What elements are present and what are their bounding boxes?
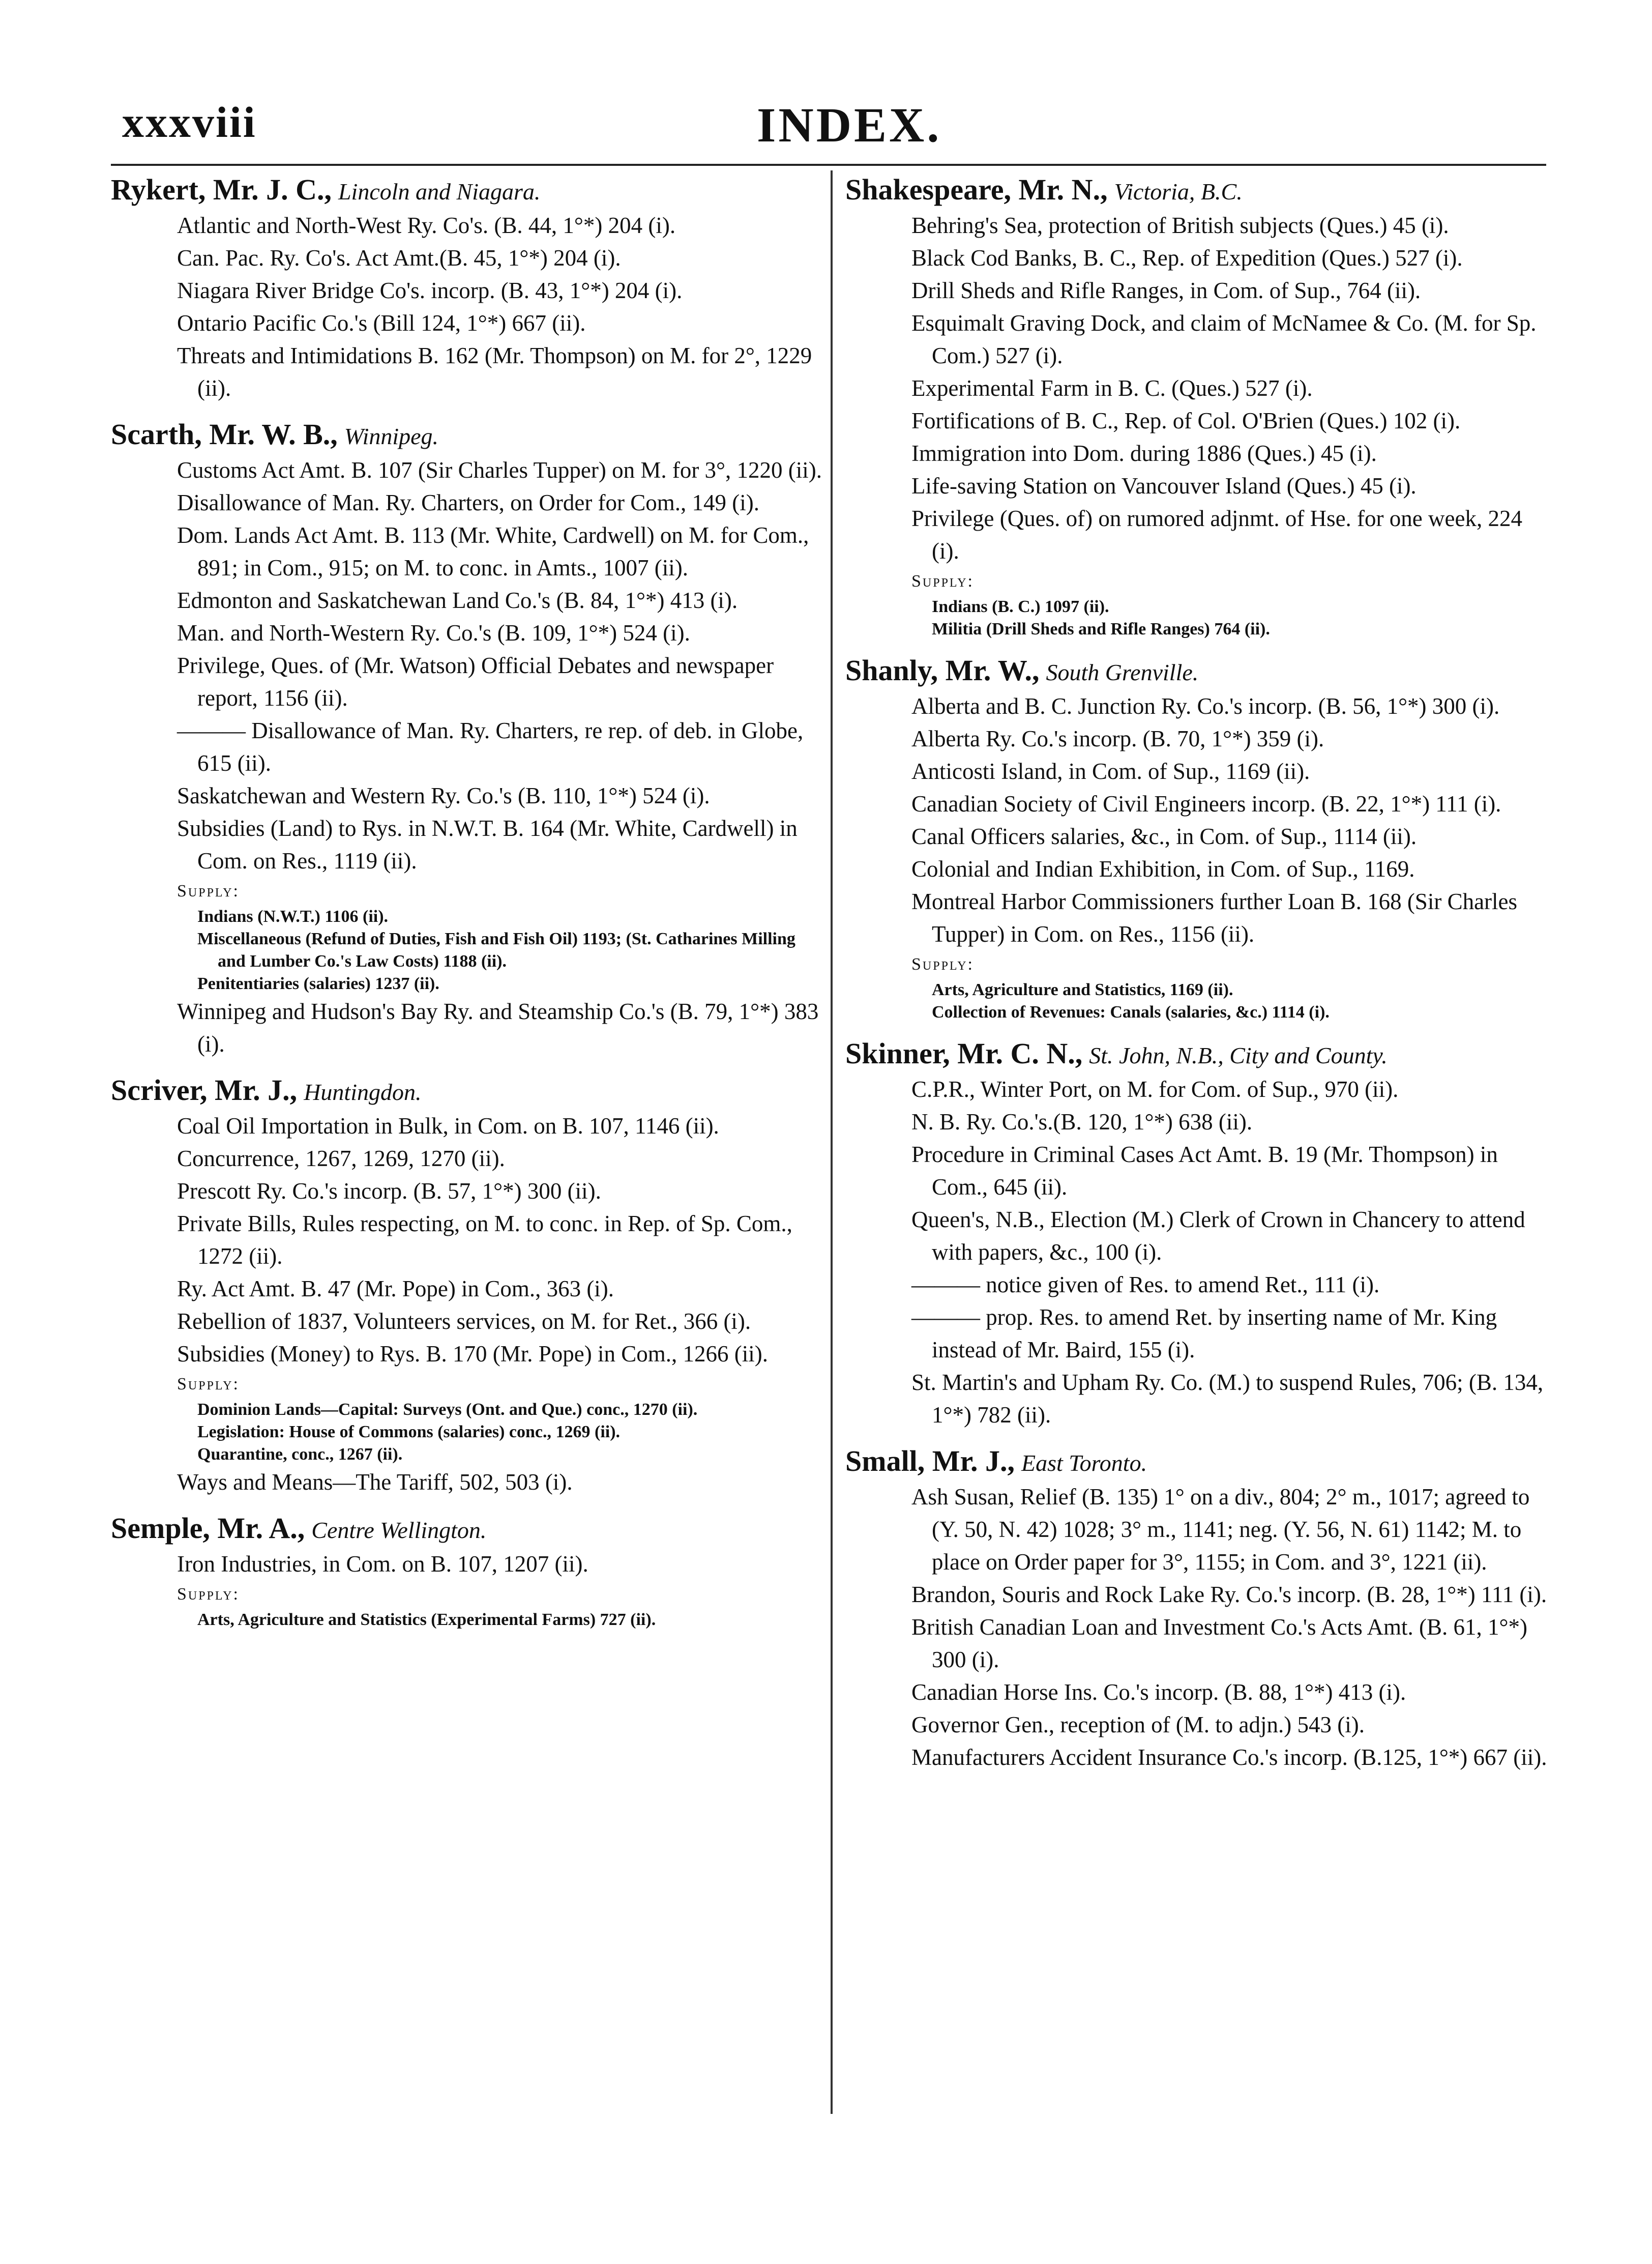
page-number: xxxviii <box>122 98 257 147</box>
index-item: British Canadian Loan and Investment Co.'s Acts Amt. (B. 61, 1°*) 300 (i). <box>911 1614 1527 1672</box>
index-item: Montreal Harbor Commissioners further Loan B. 168 (Sir Charles Tupper) in Com. on Res., 1156 (ii). <box>911 889 1518 947</box>
supply-item: Indians (B. C.) 1097 (ii). <box>932 597 1109 616</box>
supply-label: Supply: <box>177 1585 240 1604</box>
left-column <box>111 174 823 1645</box>
index-item: Saskatchewan and Western Ry. Co.'s (B. 110, 1°*) 524 (i). <box>177 783 710 808</box>
member-name: Scarth, Mr. W. B., <box>111 418 338 451</box>
supply-item: Penitentiaries (salaries) 1237 (ii). <box>197 974 439 993</box>
index-item: Privilege (Ques. of) on rumored adjnmt. of Hse. for one week, 224 (i). <box>911 506 1522 564</box>
member-name: Shanly, Mr. W., <box>845 654 1040 687</box>
member-name: Shakespeare, Mr. N., <box>845 173 1108 206</box>
index-entry <box>111 419 823 1060</box>
index-entry <box>111 174 823 404</box>
index-item: Threats and Intimidations B. 162 (Mr. Thompson) on M. for 2°, 1229 (ii). <box>177 343 812 401</box>
index-item: Customs Act Amt. B. 107 (Sir Charles Tupper) on M. for 3°, 1220 (ii). <box>177 457 822 483</box>
member-heading <box>845 655 1551 688</box>
index-item: Alberta and B. C. Junction Ry. Co.'s incorp. (B. 56, 1°*) 300 (i). <box>911 693 1500 719</box>
member-heading <box>111 174 823 208</box>
index-entry <box>111 1075 823 1498</box>
index-item: Iron Industries, in Com. on B. 107, 1207 (ii). <box>177 1551 588 1577</box>
index-item: Ry. Act Amt. B. 47 (Mr. Pope) in Com., 363 (i). <box>177 1276 614 1301</box>
supply-item: Legislation: House of Commons (salaries) conc., 1269 (ii). <box>197 1423 621 1441</box>
index-item: Disallowance of Man. Ry. Charters, on Order for Com., 149 (i). <box>177 490 760 515</box>
supply-label: Supply: <box>177 1375 240 1394</box>
index-item: Life-saving Station on Vancouver Island (Ques.) 45 (i). <box>911 473 1417 499</box>
member-heading <box>845 1445 1551 1479</box>
supply-item: Quarantine, conc., 1267 (ii). <box>197 1445 403 1464</box>
supply-item: Arts, Agriculture and Statistics, 1169 (ii). <box>932 980 1233 999</box>
index-item: Ways and Means—The Tariff, 502, 503 (i). <box>177 1469 573 1495</box>
member-name: Semple, Mr. A., <box>111 1512 305 1545</box>
index-item: Atlantic and North-West Ry. Co's. (B. 44, 1°*) 204 (i). <box>177 213 676 238</box>
index-item: Private Bills, Rules respecting, on M. to conc. in Rep. of Sp. Com., 1272 (ii). <box>177 1211 792 1269</box>
index-entry <box>111 1513 823 1631</box>
supply-label: Supply: <box>911 572 974 591</box>
supply-label: Supply: <box>911 955 974 974</box>
index-item: Winnipeg and Hudson's Bay Ry. and Steamship Co.'s (B. 79, 1°*) 383 (i). <box>177 999 819 1057</box>
column-divider <box>831 170 833 2114</box>
header-rule <box>111 164 1546 166</box>
supply-item: Indians (N.W.T.) 1106 (ii). <box>197 907 389 926</box>
supply-item: Collection of Revenues: Canals (salaries, &c.) 1114 (i). <box>932 1003 1330 1022</box>
index-entry <box>845 1038 1551 1431</box>
index-item: Prescott Ry. Co.'s incorp. (B. 57, 1°*) 300 (ii). <box>177 1178 601 1204</box>
index-item: N. B. Ry. Co.'s.(B. 120, 1°*) 638 (ii). <box>911 1109 1253 1135</box>
member-name: Skinner, Mr. C. N., <box>845 1037 1083 1070</box>
index-item: Procedure in Criminal Cases Act Amt. B. 19 (Mr. Thompson) in Com., 645 (ii). <box>911 1142 1498 1200</box>
index-item: Black Cod Banks, B. C., Rep. of Expedition (Ques.) 527 (i). <box>911 245 1463 271</box>
index-item: Subsidies (Money) to Rys. B. 170 (Mr. Pope) in Com., 1266 (ii). <box>177 1341 768 1367</box>
index-item: Behring's Sea, protection of British subjects (Ques.) 45 (i). <box>911 213 1449 238</box>
index-item: Privilege, Ques. of (Mr. Watson) Official Debates and newspaper report, 1156 (ii). <box>177 653 774 711</box>
index-item: ——— prop. Res. to amend Ret. by inserting name of Mr. King instead of Mr. Baird, 155 (i). <box>911 1304 1497 1362</box>
index-item: Manufacturers Accident Insurance Co.'s incorp. (B.125, 1°*) 667 (ii). <box>911 1745 1547 1770</box>
member-heading <box>845 174 1551 208</box>
index-item: Coal Oil Importation in Bulk, in Com. on B. 107, 1146 (ii). <box>177 1113 719 1139</box>
index-item: C.P.R., Winter Port, on M. for Com. of Sup., 970 (ii). <box>911 1077 1399 1102</box>
index-entry <box>845 1445 1551 1774</box>
member-name: Small, Mr. J., <box>845 1444 1015 1477</box>
member-name: Rykert, Mr. J. C., <box>111 173 332 206</box>
supply-label: Supply: <box>177 882 240 901</box>
member-heading <box>111 1075 823 1108</box>
member-riding: Huntingdon. <box>304 1079 422 1105</box>
member-heading <box>111 1513 823 1546</box>
index-entry <box>845 174 1551 641</box>
index-item: Drill Sheds and Rifle Ranges, in Com. of Sup., 764 (ii). <box>911 278 1421 303</box>
index-item: Dom. Lands Act Amt. B. 113 (Mr. White, Cardwell) on M. for Com., 891; in Com., 915; on M. to conc. in Amts., 1007 (ii). <box>177 523 809 580</box>
member-riding: Centre Wellington. <box>311 1517 487 1543</box>
index-item: Subsidies (Land) to Rys. in N.W.T. B. 164 (Mr. White, Cardwell) in Com. on Res., 1119 (ii). <box>177 816 798 874</box>
index-item: Colonial and Indian Exhibition, in Com. of Sup., 1169. <box>911 856 1415 882</box>
index-item: Esquimalt Graving Dock, and claim of McNamee & Co. (M. for Sp. Com.) 527 (i). <box>911 310 1537 368</box>
index-item: Canadian Society of Civil Engineers incorp. (B. 22, 1°*) 111 (i). <box>911 791 1501 817</box>
index-item: Fortifications of B. C., Rep. of Col. O'Brien (Ques.) 102 (i). <box>911 408 1461 433</box>
index-item: Experimental Farm in B. C. (Ques.) 527 (i). <box>911 375 1313 401</box>
member-riding: South Grenville. <box>1046 659 1199 685</box>
index-item: Rebellion of 1837, Volunteers services, on M. for Ret., 366 (i). <box>177 1309 751 1334</box>
right-column <box>845 174 1551 1788</box>
member-name: Scriver, Mr. J., <box>111 1073 298 1107</box>
index-item: Edmonton and Saskatchewan Land Co.'s (B. 84, 1°*) 413 (i). <box>177 588 738 613</box>
member-riding: Winnipeg. <box>344 423 439 449</box>
member-riding: St. John, N.B., City and County. <box>1089 1042 1388 1068</box>
index-item: Anticosti Island, in Com. of Sup., 1169 (ii). <box>911 759 1310 784</box>
supply-item: Militia (Drill Sheds and Rifle Ranges) 764 (ii). <box>932 620 1270 638</box>
index-item: Brandon, Souris and Rock Lake Ry. Co.'s incorp. (B. 28, 1°*) 111 (i). <box>911 1582 1547 1607</box>
index-item: Immigration into Dom. during 1886 (Ques.) 45 (i). <box>911 441 1377 466</box>
index-item: Canadian Horse Ins. Co.'s incorp. (B. 88, 1°*) 413 (i). <box>911 1679 1406 1705</box>
index-item: Niagara River Bridge Co's. incorp. (B. 43, 1°*) 204 (i). <box>177 278 683 303</box>
supply-item: Dominion Lands—Capital: Surveys (Ont. and Que.) conc., 1270 (ii). <box>197 1400 698 1419</box>
index-entry <box>845 655 1551 1024</box>
page-title: INDEX. <box>757 98 942 152</box>
index-item: Queen's, N.B., Election (M.) Clerk of Crown in Chancery to attend with papers, &c., 100 (i). <box>911 1207 1525 1265</box>
index-item: ——— notice given of Res. to amend Ret., 111 (i). <box>911 1272 1380 1297</box>
supply-item: Arts, Agriculture and Statistics (Experimental Farms) 727 (ii). <box>197 1610 656 1629</box>
index-item: Alberta Ry. Co.'s incorp. (B. 70, 1°*) 359 (i). <box>911 726 1324 751</box>
index-item: Governor Gen., reception of (M. to adjn.) 543 (i). <box>911 1712 1365 1737</box>
index-item: St. Martin's and Upham Ry. Co. (M.) to suspend Rules, 706; (B. 134, 1°*) 782 (ii). <box>911 1370 1544 1428</box>
index-item: Concurrence, 1267, 1269, 1270 (ii). <box>177 1146 505 1171</box>
member-riding: Victoria, B.C. <box>1114 179 1243 205</box>
member-heading <box>111 419 823 452</box>
index-item: Ash Susan, Relief (B. 135) 1° on a div., 804; 2° m., 1017; agreed to (Y. 50, N. 42) 1028; 3° m., 1141; neg. (Y. 56, N. 61) 1142; M. to place on Order paper for 3°, 1155; in Com. and 3°, 1221 (ii). <box>911 1484 1530 1575</box>
supply-item: Miscellaneous (Refund of Duties, Fish and Fish Oil) 1193; (St. Catharines Milling and Lumber Co.'s Law Costs) 1188 (ii). <box>197 930 795 971</box>
member-riding: Lincoln and Niagara. <box>338 179 541 205</box>
index-item: Canal Officers salaries, &c., in Com. of Sup., 1114 (ii). <box>911 824 1417 849</box>
index-item: ——— Disallowance of Man. Ry. Charters, re rep. of deb. in Globe, 615 (ii). <box>177 718 804 776</box>
member-heading <box>845 1038 1551 1071</box>
index-item: Man. and North-Western Ry. Co.'s (B. 109, 1°*) 524 (i). <box>177 620 690 646</box>
index-item: Can. Pac. Ry. Co's. Act Amt.(B. 45, 1°*) 204 (i). <box>177 245 621 271</box>
member-riding: East Toronto. <box>1021 1450 1147 1476</box>
index-item: Ontario Pacific Co.'s (Bill 124, 1°*) 667 (ii). <box>177 310 586 336</box>
